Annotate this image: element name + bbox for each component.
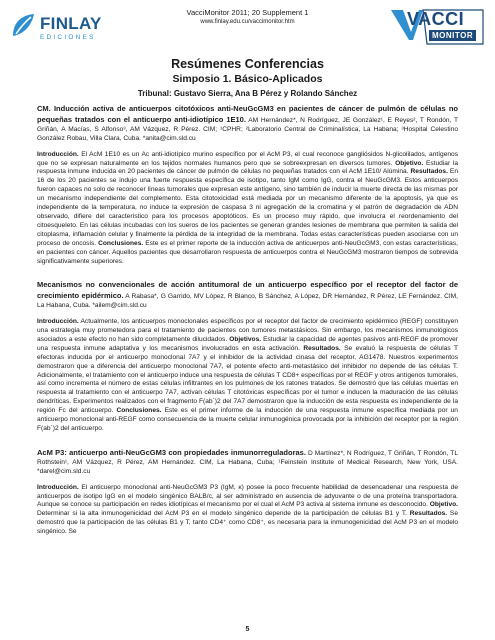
abstract-text: El AcM 1E10 es un Ac anti-idiotípico murino específico por el AcM P3, el cual reconoce gangliósidos N-glicolilados, antígenos que no se expresan naturalmente en los tejidos normales humanos pero que se sobreexpresan en diversos tumores.	[37, 150, 458, 167]
section-label: Objetivo.	[395, 159, 424, 167]
abstract-text: En 16 de los 20 pacientes se indujo una fuerte respuesta específica de isotipo, tanto IgM como IgG, contra el NeuGcGM3. Estos anticuerpos fueron capaces no solo de reconocer líneas tumorales que expresan este antígeno, sino también de inducir la muerte directa de las mismas por un mecanismo independiente del complemento. Esta citotoxicidad está mediada por un mecanismo diferente de la apoptosis, ya que es independiente de la temperatura, no induce la expresión de caspasa 3 ni agregación de la cromatina y el patrón de degradación de ADN observado, difiere del característico para los procesos apoptóticos. Es un proceso muy rápido, que involucra el reordenamiento del citoesqueleto. En las células incubadas con los sueros de los pacientes se generan grandes lesiones de membrana que permiten la salida del citoplasma, inflamación celular y finalmente la pérdida de la integridad de la membrana. Todas estas características pueden asociarse con un proceso de oncosis.	[37, 168, 458, 247]
abstract-title: Mecanismos no convencionales de acción antitumoral de un anticuerpo específico por el receptor del factor de crecimiento epidérmico.	[37, 280, 458, 301]
section-label: Introducción.	[37, 318, 79, 326]
section-label: Conclusiones.	[98, 239, 144, 247]
abstract-2-heading	[37, 280, 458, 311]
abstract-text: Estudiar la capacidad de agentes pasivos anti-REGF de promover una respuesta inmune adaptativa y los mecanismos involucrados en esta activación.	[37, 335, 458, 352]
tribunal-line: Tribunal: Gustavo Sierra, Ana B Pérez y Rolando Sánchez	[137, 89, 358, 98]
journal-header	[150, 8, 345, 25]
abstract-authors: AM Hernández*, N Rodríguez, JE González¹, E Reyes², T Rondón, T Griñán, A Macías, S Alfonso³, AM Vázquez, R Pérez. CIM; ¹CPHR; ²Laboratorio Central de Criminalística, La Habana; ³Hospital Celestino González Robau, Villa Clara, Cuba. *anita@cim.sld.cu	[37, 116, 458, 142]
abstract-text: Determinar si la alta inmunogenicidad del AcM P3 en el modelo singénico depende de la participación de células B1 y T.	[37, 510, 407, 518]
abstract-1-heading	[37, 104, 458, 144]
section-label: Resultados.	[410, 168, 448, 176]
abstract-authors: A Rabasa*, G Garrido, MV López, R Blanco, B Sánchez, A López, DR Hernández, R Pérez, LE Fernández. CIM, La Habana, Cuba. *ailem@cim.sld.cu	[37, 293, 458, 310]
section-label: Introducción.	[37, 150, 79, 158]
abstract-text: El anticuerpo monoclonal anti-NeuGcGM3 P3 (IgM, κ) posee la poco frecuente habilidad de desencadenar una respuesta de anticuerpos de isotipo IgG en el modelo singénico BALB/c, al ser administrado en ausencia de adyuvante o de una proteína transportadora. Aunque se conoce su participación en redes idiotípicas el mecanismo por el cual el AcM P3 activa al sistema inmune es desconocido.	[37, 483, 458, 509]
page-title: Resúmenes Conferencias	[171, 57, 324, 71]
section-titles	[0, 57, 495, 98]
abstract-text: Actualmente, los anticuerpos monoclonales específicos por el receptor del factor de crecimiento epidérmico (REGF) constituyen una estrategia muy prometedora para el tratamiento de pacientes con tumores metastásicos. Sin embargo, los mecanismos inmunológicos asociados a este efecto no han sido completamente dilucidados.	[37, 318, 458, 343]
abstract-title: CM. Inducción activa de anticuerpos citotóxicos anti-NeuGcGM3 en pacientes de cáncer de pulmón de células no pequeñas tratados con el anticuerpo anti-idiotípico 1E10.	[37, 104, 458, 124]
abstract-text: Estudiar la respuesta inmune inducida en 20 pacientes de cáncer de pulmón de células no pequeñas tratados con el AcM 1E10/ Alúmina.	[37, 159, 458, 176]
section-label: Introducción.	[37, 483, 79, 491]
abstract-title: AcM P3: anticuerpo anti-NeuGcGM3 con propiedades inmunorreguladoras.	[37, 447, 306, 457]
vaccimonitor-logo-text: VACCI	[407, 9, 465, 29]
abstract-authors: D Martínez*, N Rodríguez, T Griñán, T Rondón, TL Rothstein¹, AM Vázquez, R Pérez, AM Hernández. CIM, La Habana, Cuba; ¹Feinstein Institute of Medical Research, New York, USA. *darel@cim.sld.cu	[37, 449, 458, 475]
abstract-3-heading	[37, 448, 458, 477]
abstract-1-body	[37, 151, 458, 267]
abstract-text: Se demostró que la participación de las células B1 y T, tanto CD4⁺ como CD8⁺, es necesaria para la inmunogenicidad del AcM P3 en el modelo singénico. Se	[37, 510, 458, 536]
abstract-text: Se evaluó la respuesta de células T efectoras inducida por el anticuerpo monoclonal 7A7 y el inhibidor de la actividad cinasa del receptor, AG1478. Nuestros experimentos demostraron que a diferencia del anticuerpo monoclonal 7A7, el potente efecto anti-metastásico del inhibidor no depende de las células T. Adicionalmente, el tratamiento con el anticuerpo induce una respuesta de células T CD8+ específicas por el REGF y otros antígenos tumorales, así como incrementa el número de estas células infiltrantes en los pulmones de los ratones tratados. Se demostró que las células muertas en respuesta al tratamiento con el anticuerpo 7A7, activan células T citotóxicas específicas por el tumor e inducen la maduración de las células dendríticas. Experimentos realizados con el fragmento F(ab´)2 del 7A7 demostraron que la inducción de esta respuesta es independiente de la región Fc del anticuerpo.	[37, 344, 458, 415]
page-number: 5	[245, 626, 250, 633]
finlay-leaf-icon	[10, 12, 36, 40]
finlay-logo-text: FINLAY	[40, 14, 102, 33]
section-label: Conclusiones.	[116, 407, 162, 415]
page-header	[0, 0, 495, 52]
finlay-logo-subtext: EDICIONES	[40, 34, 96, 41]
section-label: Resultados.	[303, 344, 341, 352]
section-label: Objetivos.	[229, 335, 262, 343]
abstract-text: Este es el primer informe de la inducción de una respuesta inmune específica mediada por un anticuerpo monoclonal anti-REGF como consecuencia de la muerte celular inmunogénica provocada por la inhibición del receptor por la región F(ab´)2 del anticuerpo.	[37, 407, 458, 432]
abstract-text: Este es el primer reporte de la inducción activa de anticuerpos anti-NeuGcGM3, con estas características, en pacientes con cáncer. Aquellos pacientes que desarrollaron respuesta de anticuerpos contra el NeuGcGM3 mostraron tiempos de sobrevida significativamente superiores.	[37, 239, 458, 265]
journal-url: www.finlay.edu.cu/vaccimonitor.htm	[200, 19, 295, 25]
symposium-title: Simposio 1. Básico-Aplicados	[172, 73, 323, 85]
abstract-2-body	[37, 318, 458, 434]
vaccimonitor-logo-subtext: MONITOR	[429, 30, 476, 41]
abstracts-body	[37, 104, 458, 537]
section-label: Objetivo.	[429, 501, 458, 509]
vaccimonitor-logo	[389, 6, 485, 48]
finlay-ediciones-logo	[10, 8, 102, 46]
abstract-3-body	[37, 484, 458, 537]
journal-citation: VacciMonitor 2011; 20 Supplement 1	[186, 8, 309, 17]
section-label: Resultados.	[409, 510, 448, 518]
